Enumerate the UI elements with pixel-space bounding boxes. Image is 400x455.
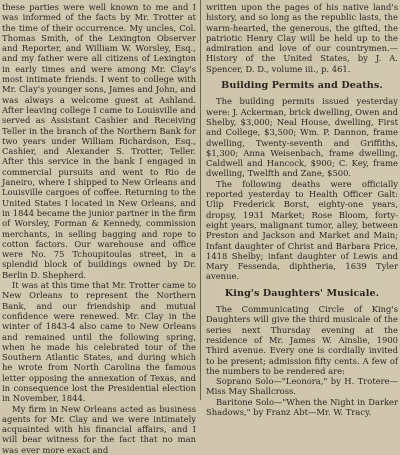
- musicale-heading: King's Daughters' Musicale.: [224, 287, 380, 299]
- article-paragraph: The Communicating Circle of King's Daughters will give the third musicale of the series next Thursday evening at the residence of Mr. James W. Ainslie, 1900 Third avenue. Every one is cordially invited to be present; admission fifty cents. A few of the numbers to be rendered are:: [206, 304, 398, 376]
- article-paragraph: The following deaths were officially reported yesterday to Health Officer Galt: Ulip Frederick Borst, eighty-one years, dropsy, 1931 Market; Rose Bloom, forty-eight years, malignant tumor, alley, between Preston and Jackson and Market and Main; Infant daughter of Christ and Barbara Price, 1418 Shelby; infant daughter of Lewis and Mary Fessenda, diphtheria, 1639 Tyler avenue.: [206, 178, 398, 282]
- article-paragraph: written upon the pages of his native land's history, and so long as the republic lasts, the warm-hearted, the generous, the gifted, the patriotic Henry Clay will be held up to the admiration and love of our countrymen.—History of the United States, by J. A. Spencer, D. D., volume iii., p. 461.: [206, 2, 398, 74]
- building-permits-heading: Building Permits and Deaths.: [221, 80, 383, 92]
- article-paragraph: these parties were well known to me and I was informed of the facts by Mr. Trotter at the time of their occurrence. My uncles, Col. Thomas Smith, of the Lexington Observer and Reporter, and William W. Worsley, Esq., and my father were all citizens of Lexington in early times and were among Mr. Clay's most intimate friends. I went to college with Mr. Clay's younger sons, James and John, and was always a welcome guest at Ashland. After leaving college I came to Louisville and served as Assistant Cashier and Receiving Teller in the branch of the Northern Bank for two years under William Richardson, Esq., Cashier, and Alexander S. Trotter, Teller. After this service in the bank I engaged in commercial pursuits and went to Rio de Janeiro, where I shipped to New Orleans and Louisville cargoes of coffee. Returning to the United States I located in New Orleans, and in 1844 became the junior partner in the firm of Worsley, Forman & Kennedy, commission merchants, in selling bagging and rope to cotton factors. Our warehouse and office were No. 75 Tchoupitoulas street, in a splendid block of buildings owned by Dr. Berlin D. Shepherd.: [2, 2, 196, 280]
- article-paragraph: My firm in New Orleans acted as business agents for Mr. Clay and we were intimately acquainted with his financial affairs, and I will bear witness for the fact that no man was ever more exact and: [2, 403, 196, 455]
- article-paragraph: The building permits issued yesterday were: J. Ackerman, brick dwelling, Owen and Shelby, $3,000; Neal House, dwelling, First and College, $3,500; Wm. P. Dannon, frame dwelling, Twenty-seventh and Griffiths, $1,300; Anna Weisenbach, frame dwelling, Caldwell and Hancock, $900; C. Key, frame dwelling, Twelfth and Zane, $500.: [206, 96, 398, 179]
- left-column: [2, 2, 196, 455]
- article-paragraph: It was at this time that Mr. Trotter came to New Orleans to represent the Northern Bank, and our friendship and mutual confidence were renewed. Mr. Clay in the winter of 1843-4 also came to New Orleans and remained until the following spring, when he made his celebrated tour of the Southern Atlantic States, and during which he wrote from North Carolina the famous letter opposing the annexation of Texas, and in consequence lost the Presidential election in November, 1844.: [2, 280, 196, 404]
- program-item: Baritone Solo—"When the Night in Darker Shadows," by Franz Abt—Mr. W. Tracy.: [206, 396, 398, 417]
- right-column: [206, 2, 398, 417]
- column-rule: [200, 0, 201, 400]
- program-item: Soprano Solo—"Leonora," by H. Trotere—Miss May Shallcross.: [206, 376, 398, 397]
